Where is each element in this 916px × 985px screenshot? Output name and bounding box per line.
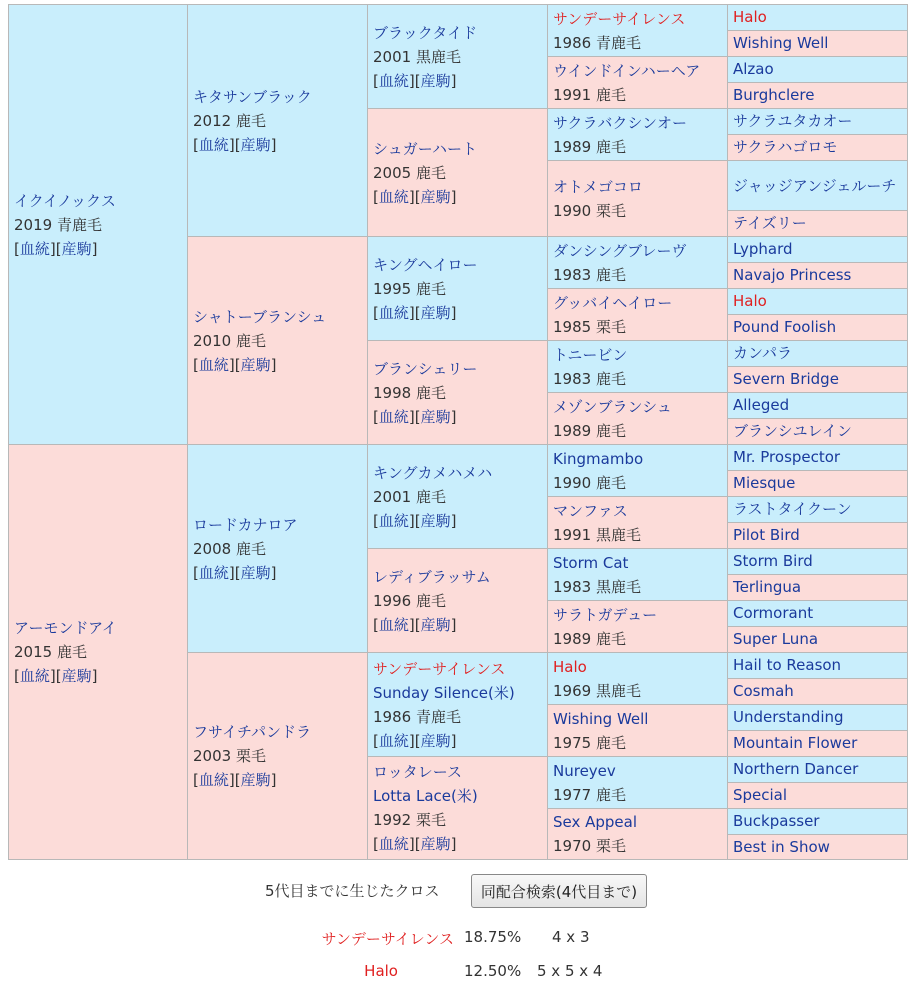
bloodline-link[interactable]: 血統 <box>378 187 409 206</box>
produce-link[interactable]: 産駒 <box>61 239 92 258</box>
gen5-cell <box>727 678 908 705</box>
dam-name[interactable]: シャトーブランシュ <box>193 307 327 326</box>
mate-sire-name[interactable]: ロードカナロア <box>193 515 298 534</box>
gen5-name[interactable]: Best in Show <box>733 837 830 856</box>
mate-dam-sire-info: 1986 青鹿毛 <box>373 707 461 726</box>
mate-dam-sire-name[interactable]: サンデーサイレンス <box>373 659 506 678</box>
gen4-name[interactable]: Storm Cat <box>553 553 629 572</box>
gen5-cell <box>727 808 908 835</box>
gen5-name[interactable]: Navajo Princess <box>733 266 852 284</box>
gen5-cell <box>727 30 908 57</box>
gen4-info: 1983 鹿毛 <box>553 265 626 284</box>
mate-sire-sire-name[interactable]: キングカメハメハ <box>373 463 493 482</box>
gen5-name[interactable]: Burghclere <box>733 86 815 104</box>
gen5-cell <box>727 340 908 367</box>
gen4-name[interactable]: Wishing Well <box>553 709 649 728</box>
gen4-name[interactable]: メゾンブランシュ <box>553 397 672 416</box>
gen5-cell <box>727 160 908 211</box>
gen4-info: 1990 栗毛 <box>553 201 626 220</box>
produce-link[interactable]: 産駒 <box>240 563 271 582</box>
gen5-name[interactable]: Pilot Bird <box>733 526 800 544</box>
gen4-cell <box>547 340 728 393</box>
gen5-name[interactable]: Halo <box>733 292 767 310</box>
gen5-name[interactable]: Mountain Flower <box>733 734 858 752</box>
gen4-info: 1986 青鹿毛 <box>553 33 641 52</box>
gen4-name[interactable]: Kingmambo <box>553 449 644 468</box>
sire-dam-name[interactable]: シュガーハート <box>373 139 477 158</box>
gen5-name[interactable]: ラストタイクーン <box>733 500 852 518</box>
gen4-cell <box>547 600 728 653</box>
gen4-name[interactable]: サンデーサイレンス <box>553 9 686 28</box>
cross-horse-name[interactable]: サンデーサイレンス <box>321 930 454 948</box>
gen4-cell <box>547 548 728 601</box>
gen4-info: 1983 鹿毛 <box>553 369 626 388</box>
gen5-name[interactable]: Buckpasser <box>733 812 820 830</box>
pedigree-cell-mate-dam-dam: ロッタレース Lotta Lace(米) 1992 栗毛 [血統][産駒] <box>367 756 548 860</box>
cross-row <box>0 928 916 950</box>
mate-sire-info: 2008 鹿毛 <box>193 539 266 558</box>
bloodline-link[interactable]: 血統 <box>19 667 50 685</box>
gen4-cell <box>547 288 728 341</box>
gen5-name[interactable]: Super Luna <box>733 630 819 648</box>
mate-dam-info: 2003 栗毛 <box>193 747 266 765</box>
gen5-name[interactable]: Alleged <box>733 396 790 414</box>
gen4-name[interactable]: Sex Appeal <box>553 813 638 831</box>
gen5-cell <box>727 470 908 497</box>
gen4-info: 1989 鹿毛 <box>553 629 626 648</box>
cross-generations: 5 x 5 x 4 <box>537 962 603 980</box>
gen5-cell <box>727 418 908 445</box>
bloodline-link[interactable]: 血統 <box>378 71 409 90</box>
gen5-cell <box>727 652 908 679</box>
gen4-info: 1985 栗毛 <box>553 317 626 336</box>
gen4-cell <box>547 444 728 497</box>
gen5-name[interactable]: サクラユタカオー <box>733 112 853 130</box>
gen4-name[interactable]: サクラバクシンオー <box>553 113 688 132</box>
gen5-name[interactable]: Halo <box>733 8 767 26</box>
gen5-cell <box>727 210 908 237</box>
gen4-cell <box>547 496 728 549</box>
gen5-name[interactable]: Wishing Well <box>733 34 829 52</box>
gen5-cell <box>727 574 908 601</box>
bloodline-link[interactable]: 血統 <box>198 355 229 374</box>
pedigree-table <box>8 4 908 860</box>
bloodline-link[interactable]: 血統 <box>378 731 409 750</box>
gen4-info: 1989 鹿毛 <box>553 137 626 156</box>
gen5-name[interactable]: Storm Bird <box>733 552 813 570</box>
mate-info: 2015 鹿毛 <box>14 643 87 661</box>
gen4-name[interactable]: ダンシングブレーヴ <box>553 241 687 260</box>
bloodline-link[interactable]: 血統 <box>378 615 409 634</box>
pedigree-cell-mate-sire-sire: キングカメハメハ 2001 鹿毛 [血統][産駒] <box>367 444 548 549</box>
gen5-cell <box>727 236 908 263</box>
gen4-cell <box>547 704 728 757</box>
gen4-name[interactable]: Nureyev <box>553 761 616 780</box>
dam-sire-name[interactable]: キングヘイロー <box>373 255 478 274</box>
mate-sire-dam-name[interactable]: レディブラッサム <box>373 567 491 586</box>
sire-name[interactable]: キタサンブラック <box>193 87 312 106</box>
produce-link[interactable]: 産駒 <box>420 187 451 206</box>
bloodline-link[interactable]: 血統 <box>198 563 229 582</box>
gen5-name[interactable]: Mr. Prospector <box>733 448 841 466</box>
pedigree-cell-sire: キタサンブラック 2012 鹿毛 [血統][産駒] <box>187 4 368 237</box>
gen5-name[interactable]: Alzao <box>733 60 774 78</box>
pedigree-cell-mate-sire: ロードカナロア 2008 鹿毛 [血統][産駒] <box>187 444 368 653</box>
gen4-name[interactable]: トニービン <box>553 345 628 364</box>
horse-info: 2019 青鹿毛 <box>14 215 102 234</box>
cross-row <box>0 962 916 984</box>
produce-link[interactable]: 産駒 <box>240 135 271 154</box>
pedigree-cell-mate-sire-dam: レディブラッサム 1996 鹿毛 [血統][産駒] <box>367 548 548 653</box>
gen5-cell <box>727 782 908 809</box>
gen5-cell <box>727 834 908 860</box>
gen4-name[interactable]: マンファス <box>553 501 628 520</box>
pedigree-cell-mate-dam: フサイチパンドラ 2003 栗毛 [血統][産駒] <box>187 652 368 860</box>
bloodline-link[interactable]: 血統 <box>198 771 229 789</box>
gen4-cell <box>547 756 728 809</box>
gen5-name[interactable]: サクラハゴロモ <box>733 138 838 156</box>
gen4-cell <box>547 56 728 109</box>
produce-link[interactable]: 産駒 <box>420 511 451 530</box>
gen4-info: 1969 黒鹿毛 <box>553 681 641 700</box>
produce-link[interactable]: 産駒 <box>420 407 451 426</box>
produce-link[interactable]: 産駒 <box>420 835 451 853</box>
mate-dam-sire-english-name: Sunday Silence(米) <box>373 683 515 702</box>
gen4-info: 1970 栗毛 <box>553 837 626 855</box>
pedigree-cell-sire-sire: ブラックタイド 2001 黒鹿毛 [血統][産駒] <box>367 4 548 109</box>
gen5-cell <box>727 626 908 653</box>
gen5-cell <box>727 600 908 627</box>
pedigree-cell-mate-dam-sire: サンデーサイレンス Sunday Silence(米) 1986 青鹿毛 [血統][産駒] <box>367 652 548 757</box>
gen5-name[interactable]: Terlingua <box>733 578 802 596</box>
gen4-info: 1989 鹿毛 <box>553 421 626 440</box>
bloodline-link[interactable]: 血統 <box>378 407 409 426</box>
gen5-cell <box>727 108 908 135</box>
gen4-cell <box>547 108 728 161</box>
pedigree-cell-dam-dam: ブランシェリー 1998 鹿毛 [血統][産駒] <box>367 340 548 445</box>
horse-name[interactable]: イクイノックス <box>14 191 116 210</box>
cross-percent: 18.75% <box>464 928 522 946</box>
gen4-cell <box>547 652 728 705</box>
gen5-cell <box>727 4 908 31</box>
gen5-name[interactable]: カンパラ <box>733 344 792 362</box>
mate-name[interactable]: アーモンドアイ <box>14 619 117 637</box>
gen5-cell <box>727 262 908 289</box>
sire-info: 2012 鹿毛 <box>193 111 266 130</box>
gen5-name[interactable]: Cosmah <box>733 682 794 700</box>
gen4-cell <box>547 392 728 445</box>
gen5-cell <box>727 756 908 783</box>
gen5-cell <box>727 134 908 161</box>
sire-sire-info: 2001 黒鹿毛 <box>373 47 461 66</box>
cross-percent: 12.50% <box>464 962 522 980</box>
gen5-name[interactable]: Hail to Reason <box>733 656 842 674</box>
gen4-cell <box>547 4 728 57</box>
gen5-name[interactable]: Severn Bridge <box>733 370 839 388</box>
dam-dam-name[interactable]: ブランシェリー <box>373 359 478 378</box>
mate-dam-dam-info: 1992 栗毛 <box>373 811 446 829</box>
mate-dam-name[interactable]: フサイチパンドラ <box>193 723 312 741</box>
gen5-cell <box>727 704 908 731</box>
gen4-info: 1975 鹿毛 <box>553 733 626 752</box>
mate-sire-sire-info: 2001 鹿毛 <box>373 487 446 506</box>
gen5-name[interactable]: Cormorant <box>733 604 814 622</box>
gen5-cell <box>727 522 908 549</box>
gen5-name[interactable]: ジャッジアンジェルーチ <box>733 176 897 195</box>
produce-link[interactable]: 産駒 <box>240 355 271 374</box>
sire-sire-name[interactable]: ブラックタイド <box>373 23 478 42</box>
dam-sire-info: 1995 鹿毛 <box>373 279 446 298</box>
produce-link[interactable]: 産駒 <box>420 615 451 634</box>
mate-dam-dam-english-name: Lotta Lace(米) <box>373 787 478 805</box>
pedigree-cell-sire-dam: シュガーハート 2005 鹿毛 [血統][産駒] <box>367 108 548 237</box>
gen5-cell <box>727 496 908 523</box>
produce-link[interactable]: 産駒 <box>61 667 92 685</box>
dam-dam-info: 1998 鹿毛 <box>373 383 446 402</box>
produce-link[interactable]: 産駒 <box>420 71 451 90</box>
gen5-name[interactable]: Northern Dancer <box>733 760 859 778</box>
sire-dam-info: 2005 鹿毛 <box>373 163 446 182</box>
bloodline-link[interactable]: 血統 <box>198 135 229 154</box>
gen4-cell <box>547 160 728 237</box>
gen4-info: 1990 鹿毛 <box>553 473 626 492</box>
produce-link[interactable]: 産駒 <box>420 303 451 322</box>
pedigree-cell-mate: アーモンドアイ 2015 鹿毛 [血統][産駒] <box>8 444 188 860</box>
dam-info: 2010 鹿毛 <box>193 331 266 350</box>
bloodline-link[interactable]: 血統 <box>378 511 409 530</box>
bloodline-link[interactable]: 血統 <box>378 835 409 853</box>
gen4-name[interactable]: ウインドインハーヘア <box>553 61 701 80</box>
gen4-cell <box>547 236 728 289</box>
cross-generations: 4 x 3 <box>552 928 590 946</box>
gen5-name[interactable]: Miesque <box>733 474 796 492</box>
gen4-name[interactable]: Halo <box>553 657 587 676</box>
gen4-name[interactable]: グッバイヘイロー <box>553 293 673 312</box>
gen5-cell <box>727 392 908 419</box>
gen5-name[interactable]: Lyphard <box>733 240 793 258</box>
gen4-name[interactable]: オトメゴコロ <box>553 177 643 196</box>
gen5-cell <box>727 288 908 315</box>
gen5-cell <box>727 314 908 341</box>
bloodline-link[interactable]: 血統 <box>19 239 50 258</box>
same-mating-search-button[interactable]: 同配合検索(4代目まで) <box>471 874 647 908</box>
gen5-cell <box>727 444 908 471</box>
produce-link[interactable]: 産駒 <box>240 771 271 789</box>
gen4-info: 1977 鹿毛 <box>553 785 626 804</box>
produce-link[interactable]: 産駒 <box>420 731 451 750</box>
gen5-name[interactable]: テイズリー <box>733 214 807 232</box>
gen4-info: 1991 鹿毛 <box>553 85 626 104</box>
gen4-name[interactable]: サラトガデュー <box>553 605 658 624</box>
bloodline-link[interactable]: 血統 <box>378 303 409 322</box>
pedigree-cell-dam-sire: キングヘイロー 1995 鹿毛 [血統][産駒] <box>367 236 548 341</box>
gen4-info: 1991 黒鹿毛 <box>553 525 641 544</box>
pedigree-cell-dam: シャトーブランシュ 2010 鹿毛 [血統][産駒] <box>187 236 368 445</box>
cross-section-label: 5代目までに生じたクロス <box>265 882 440 900</box>
gen5-name[interactable]: ブランシユレイン <box>733 422 852 440</box>
mate-dam-dam-name[interactable]: ロッタレース <box>373 763 462 781</box>
mate-sire-dam-info: 1996 鹿毛 <box>373 591 446 610</box>
gen5-name[interactable]: Pound Foolish <box>733 318 837 336</box>
gen5-cell <box>727 548 908 575</box>
pedigree-cell-horse: イクイノックス 2019 青鹿毛 [血統][産駒] <box>8 4 188 445</box>
gen5-cell <box>727 366 908 393</box>
gen5-name[interactable]: Understanding <box>733 708 844 726</box>
gen5-name[interactable]: Special <box>733 786 788 804</box>
gen5-cell <box>727 82 908 109</box>
gen4-cell <box>547 808 728 860</box>
gen5-cell <box>727 730 908 757</box>
gen4-info: 1983 黒鹿毛 <box>553 577 641 596</box>
cross-horse-name[interactable]: Halo <box>364 962 398 980</box>
gen5-cell <box>727 56 908 83</box>
